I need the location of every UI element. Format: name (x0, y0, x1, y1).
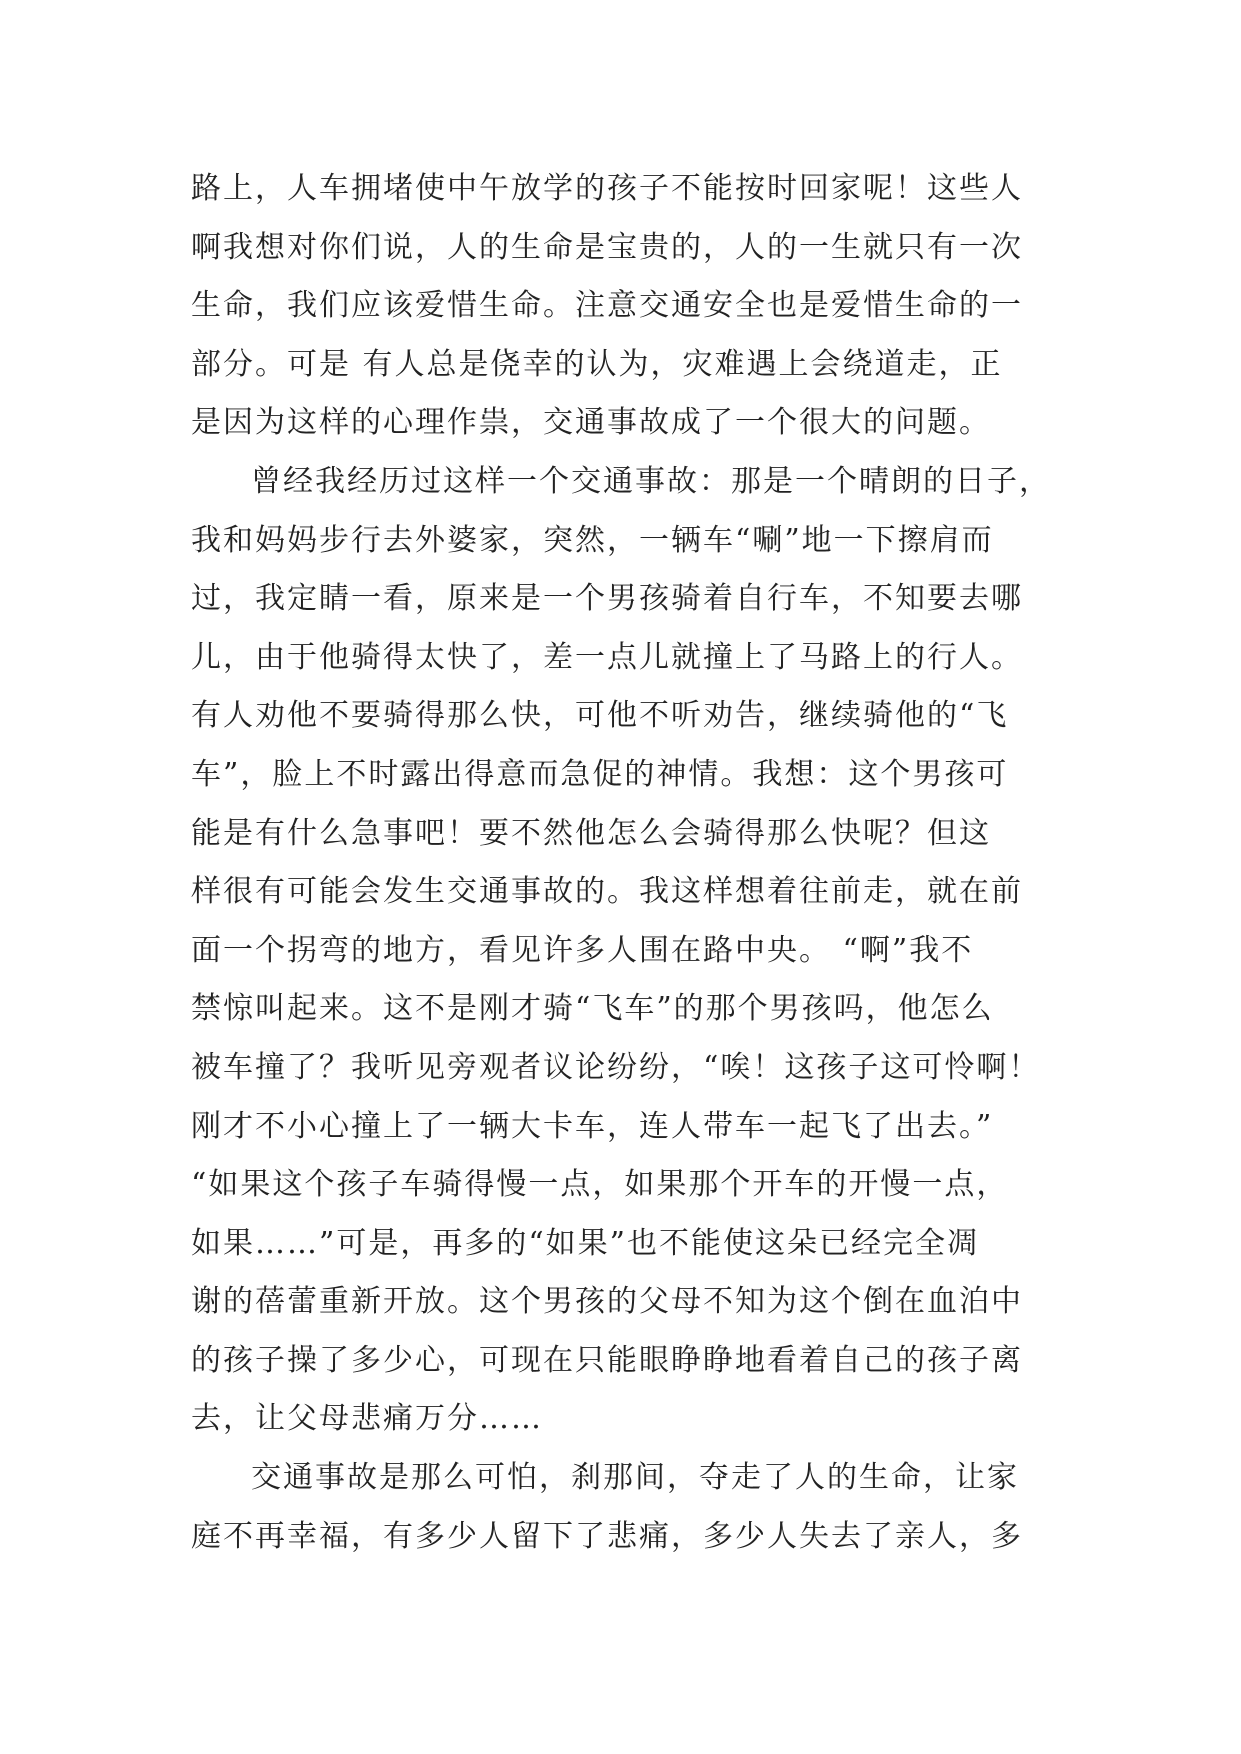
text-line: 生命，我们应该爱惜生命。注意交通安全也是爱惜生命的一 (191, 288, 1023, 324)
text-line: 禁惊叫起来。这不是刚才骑“飞车”的那个男孩吗，他怎么 (191, 991, 994, 1027)
text-line: 刚才不小心撞上了一辆大卡车，连人带车一起飞了出去。” (191, 1108, 994, 1144)
text-line: 面一个拐弯的地方，看见许多人围在路中央。 “啊”我不 (191, 932, 974, 968)
paragraph-start-line: 曾经我经历过这样一个交通事故：那是一个晴朗的日子， (251, 463, 1051, 499)
text-line: 车”，脸上不时露出得意而急促的神情。我想：这个男孩可 (191, 756, 1009, 792)
text-line: 去，让父母悲痛万分…… (191, 1401, 543, 1437)
text-line: 的孩子操了多少心，可现在只能眼睁睁地看着自己的孩子离 (191, 1342, 1023, 1378)
text-line: 庭不再幸福，有多少人留下了悲痛，多少人失去了亲人，多 (191, 1518, 1023, 1554)
text-line: 谢的蓓蕾重新开放。这个男孩的父母不知为这个倒在血泊中 (191, 1284, 1023, 1320)
text-line: 我和妈妈步行去外婆家，突然，一辆车“唰”地一下擦肩而 (191, 522, 994, 558)
text-line: 啊我想对你们说，人的生命是宝贵的，人的一生就只有一次 (191, 229, 1023, 265)
body-text (191, 160, 1071, 1566)
text-line: 部分。可是 有人总是侥幸的认为，灾难遇上会绕道走，正 (191, 346, 1003, 382)
text-line: 过，我定睛一看，原来是一个男孩骑着自行车，不知要去哪 (191, 581, 1023, 617)
text-line: 是因为这样的心理作祟，交通事故成了一个很大的问题。 (191, 405, 991, 441)
text-line: 样很有可能会发生交通事故的。我这样想着往前走，就在前 (191, 874, 1023, 910)
text-line: “如果这个孩子车骑得慢一点，如果那个开车的开慢一点， (191, 1167, 1009, 1203)
text-line: 被车撞了？我听见旁观者议论纷纷，“唉！这孩子这可怜啊！ (191, 1049, 1041, 1085)
text-line: 路上，人车拥堵使中午放学的孩子不能按时回家呢！这些人 (191, 171, 1023, 206)
text-line: 有人劝他不要骑得那么快，可他不听劝告，继续骑他的“飞 (191, 698, 1009, 734)
paragraph-start-line: 交通事故是那么可怕，刹那间，夺走了人的生命，让家 (251, 1460, 1019, 1496)
text-line: 能是有什么急事吧！要不然他怎么会骑得那么快呢？但这 (191, 815, 991, 851)
text-line: 儿，由于他骑得太快了，差一点儿就撞上了马路上的行人。 (191, 639, 1023, 675)
text-line: 如果……”可是，再多的“如果”也不能使这朵已经完全凋 (191, 1225, 980, 1261)
